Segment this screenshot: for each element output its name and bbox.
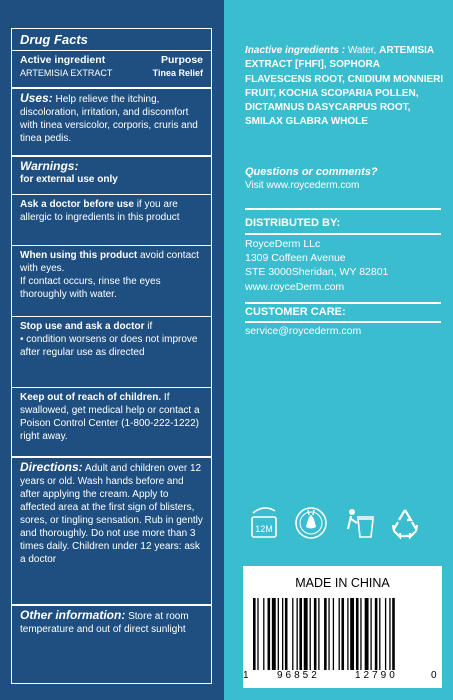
open-jar-12m-icon: [247, 505, 281, 546]
divider: [245, 208, 441, 210]
other-info-label: Other information:: [20, 608, 126, 622]
made-in-label: MADE IN CHINA: [295, 576, 390, 590]
stop-use-text: if: [147, 321, 153, 332]
purpose-header: Purpose: [160, 54, 203, 66]
distributor-address: [245, 237, 388, 294]
drug-facts-title: Drug Facts: [12, 29, 211, 51]
barcode-digits-3: 12790: [355, 670, 398, 681]
keep-out-section: [12, 388, 211, 458]
customer-care-email: service@roycederm.com: [245, 325, 362, 337]
questions-visit: Visit www.roycederm.com: [245, 180, 360, 191]
warnings-text: for external use only: [20, 174, 118, 185]
left-panel: [0, 0, 224, 700]
divider: [245, 321, 441, 323]
recycle-bin-icon: [343, 505, 377, 546]
other-info-text: Store at room temperature and out of direct sunlight: [20, 611, 189, 635]
warnings-section: [12, 157, 211, 195]
distributor-name: RoyceDerm LLc: [245, 238, 321, 250]
directions-text: Adult and children over 12 years or old. Wash hands before and after applying the cream. Apply to affected area at the first sign of blisters, sores, or tingling sensation. Rub in gently and thoroughly. Do not use more than 3 times daily. Children under 12 years: ask a doctor: [20, 463, 203, 565]
distributed-by-label: DISTRIBUTED BY:: [245, 217, 341, 229]
distributor-addr2: STE 3000Sheridan, WY 82801: [245, 266, 389, 279]
recycle-icon: [387, 505, 423, 546]
barcode-digit-4: 0: [431, 670, 437, 681]
warnings-label: Warnings:: [20, 159, 79, 173]
directions-label: Directions:: [20, 460, 83, 474]
directions-section: [12, 458, 211, 606]
divider: [245, 233, 441, 235]
active-ingredient-header: Active ingredient: [20, 54, 106, 66]
purpose-value: Tinea Relief: [152, 68, 203, 78]
stop-use-text-2: • condition worsens or does not improve after regular use as directed: [20, 334, 198, 358]
uses-label: Uses:: [20, 91, 53, 105]
distributor-web: www.royceDerm.com: [245, 280, 345, 293]
when-using-label: When using this product: [20, 250, 138, 261]
inactive-label: Inactive ingredients :: [245, 45, 346, 56]
barcode-digit-1: 1: [243, 670, 249, 681]
active-ingredient-row: [12, 51, 211, 89]
drug-facts-box: [11, 28, 212, 684]
active-ingredient-value: ARTEMISIA EXTRACT: [20, 68, 113, 78]
pao-label: 12M: [255, 524, 273, 534]
stop-use-section: [12, 317, 211, 388]
ask-doctor-section: [12, 195, 211, 246]
ask-doctor-label: Ask a doctor before use: [20, 199, 134, 210]
inactive-ingredients: [245, 44, 445, 130]
inactive-list: ARTEMISIA EXTRACT [FHFI], SOPHORA FLAVESCENS ROOT, CNIDIUM MONNIERI FRUIT, KOCHIA SCOPARIA POLLEN, DICTAMNUS DASYCARPUS ROOT, SMILAX GLABRA WHOLE: [245, 45, 444, 128]
when-using-text-2: If contact occurs, rinse the eyes thoroughly with water.: [20, 276, 161, 300]
barcode-panel: [243, 566, 442, 688]
distributor-addr1: 1309 Coffeen Avenue: [245, 252, 346, 265]
stop-use-label: Stop use and ask a doctor: [20, 321, 145, 332]
inactive-first: Water,: [347, 45, 377, 56]
cruelty-free-seal-icon: [293, 505, 329, 546]
symbol-icons: [247, 505, 437, 545]
questions-block: [245, 166, 445, 191]
barcode-digits-2: 96852: [277, 670, 320, 681]
uses-section: [12, 89, 211, 157]
divider: [245, 302, 441, 304]
other-info-section: [12, 606, 211, 666]
when-using-section: [12, 246, 211, 317]
keep-out-label: Keep out of reach of children.: [20, 392, 162, 403]
keep-out-text: If swallowed, get medical help or contact a Poison Control Center (1-800-222-1222) right away.: [20, 392, 200, 442]
barcode-bars: [253, 598, 433, 670]
customer-care-label: CUSTOMER CARE:: [245, 306, 346, 318]
when-using-text: avoid contact with eyes.: [20, 250, 199, 274]
ask-doctor-text: if you are allergic to ingredients in this product: [20, 199, 180, 223]
questions-label: Questions or comments?: [245, 166, 378, 178]
uses-text: Help relieve the itching, discoloration, irritation, and discomfort with tinea versicolor, corporis, cruris and tinea pedis.: [20, 94, 198, 144]
